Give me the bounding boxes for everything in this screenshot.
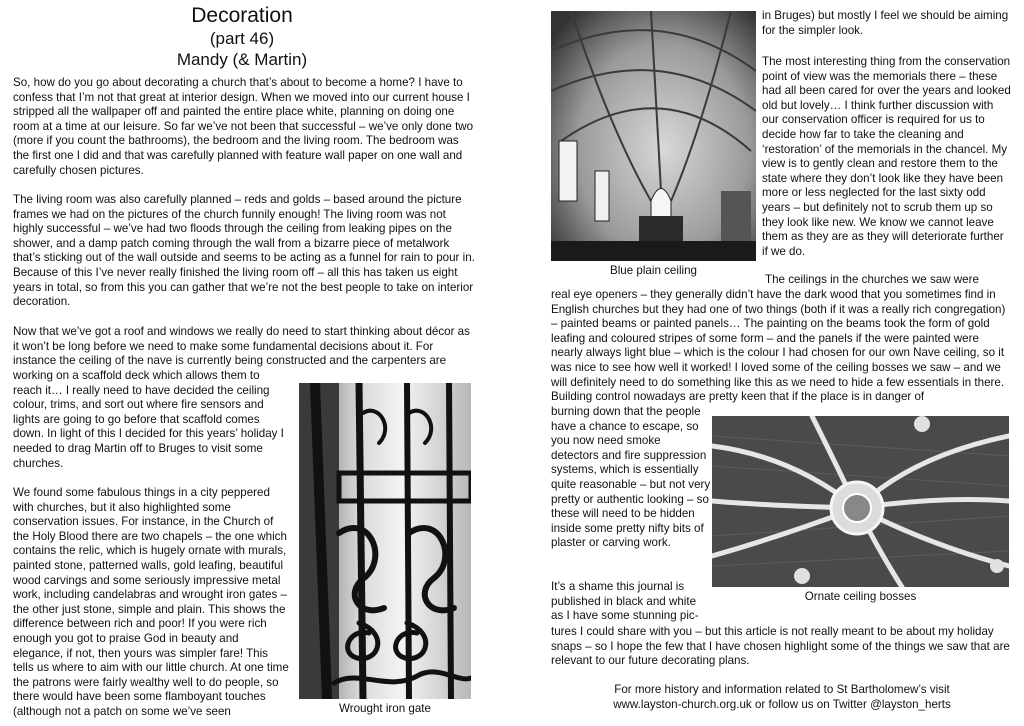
caption-bosses: Ornate ceiling bosses xyxy=(804,590,917,603)
paragraph-fire-systems: burning down that the people have a chance to escape, so you now need smoke detectors and fire suppression systems, which is essentially quite reasonable – but not very pretty or authentic looking – so these will need to be hidden inside some pretty nifty bits of plaster or carving work. xyxy=(551,405,711,550)
paragraph-memorials: The most interesting thing from the conservation point of view was the memorials there – these had all been cared for over the years and looked old but lovely… I think further discussion with our conservation officer is required for us to decide how far to take the cleaning and ‘restoration’ of the memorials in the chancel. My view is to gently clean and restore them to the state where they don’t look like they have been more or less neglected for the last sixty odd years – but definitely not to scrub them up so they look like new. We know we cannot leave them as they are as they will deteriorate further if we do. xyxy=(762,55,1011,258)
paragraph-bruges: We found some fabulous things in a city peppered with churches, but it also highlighted some conservation issues. For instance, in the Church of the Holy Blood there are two chapels – the one which contains the relic, which is hugely ornate with murals, painted stone, patterned walls, gold leafing, beautiful wood carvings and some seriously impressive metal work, including candelabras and wrought iron gates – the other just stone, simple and plain. This shows the difference between rich and poor! If you were rich enough you got to praise God in beauty and elegance, if not, then yours was simpler fare! This tells us where to aim with our little church. At one time the patrons were fairly wealthy well to do people, so there would have been some flamboyant touches (although not a patch on some we’ve seen xyxy=(13,486,289,718)
paragraph-ceilings-start: The ceilings in the churches we saw were xyxy=(765,273,979,286)
article-title: Decoration xyxy=(191,4,293,27)
ornate-ceiling-bosses-photo xyxy=(712,416,1009,587)
article-part: (part 46) xyxy=(209,29,275,48)
article-authors: Mandy (& Martin) xyxy=(176,50,308,69)
footer-line-2: www.layston-church.org.uk or follow us on Twitter @layston_herts xyxy=(613,698,951,711)
blue-plain-ceiling-photo xyxy=(551,11,756,261)
paragraph-living-room: The living room was also carefully planned – reds and golds – based around the picture frames we had on the pictures of the church funnily enough! The living room was not highly successful – we’ve had two floods through the ceiling from leaking pipes on the shower, and a damp patch coming through the wall from a bizarre piece of metalwork that’s sticking out of the wall outside and seems to be acting as a funnel for rain to pour in. Because of this I’ve never really finished the living room off – all this has taken us eight years in total, so from this you can gather that we’re not the best people to take on interior decoration. xyxy=(13,193,475,309)
paragraph-ceilings: real eye openers – they generally didn’t have the dark wood that you sometimes find in English churches but they had one of two things (both if it was a really rich congregation) – painted beams or painted panels… The painting on the beams took the form of gold leafing and coloured stripes of some form – and the panels if the were painted were nearly always light blue – which is the colour I had chosen for our own Nave ceiling, so it was nice to see how well it worked! I loved some of the ceiling bosses we saw – and we will definitely need to do something like this as we need to hide a few essentials in there. Building control nowadays are pretty keen that if the place is in danger of xyxy=(551,288,1006,404)
caption-ceiling: Blue plain ceiling xyxy=(609,264,697,277)
wrought-iron-gate-photo xyxy=(299,383,471,699)
article-header xyxy=(0,4,484,70)
footer xyxy=(551,682,1013,712)
paragraph-black-white: It’s a shame this journal is published in black and white as I have some stunning pic- xyxy=(551,580,699,623)
paragraph-scaffold: working on a scaffold deck which allows them to reach it… I really need to have decided the ceiling colour, trims, and sort out where fire sensors and lights are going to go before that scaffold comes down. In light of this I decided for this years’ holiday I needed to drag Martin off to Bruges to visit some churches. xyxy=(13,369,284,470)
paragraph-simpler-look: in Bruges) but mostly I feel we should be aiming for the simpler look. xyxy=(762,9,1009,37)
paragraph-intro: So, how do you go about decorating a church that’s about to become a home? I have to confess that I’m not that great at interior design. When we moved into our current house I stripped all the wallpaper off and painted the entire place white, planning on doing one room at a time at our leisure. So far we’ve not been that successful – we’ve only done two (more if you count the bathrooms), the bedroom and the living room. The bedroom was the first one I did and that was carefully planned with feature wall paper on one wall and carefully chosen pictures. xyxy=(13,76,474,177)
paragraph-decor: Now that we’ve got a roof and windows we really do need to start thinking about décor as it won’t be long before we need to make some fundamental decisions about it. For instance the ceiling of the nave is currently being constructed and the carpenters are xyxy=(13,325,470,368)
caption-gate: Wrought iron gate xyxy=(339,702,431,715)
right-page xyxy=(512,0,1024,726)
footer-line-1: For more history and information related to St Bartholomew’s visit xyxy=(614,683,950,696)
paragraph-holiday-snaps: tures I could share with you – but this article is not really meant to be about my holiday snaps – so I hope the few that I have chosen highlight some of the things we saw that are relevant to our future decorating plans. xyxy=(551,625,1010,668)
